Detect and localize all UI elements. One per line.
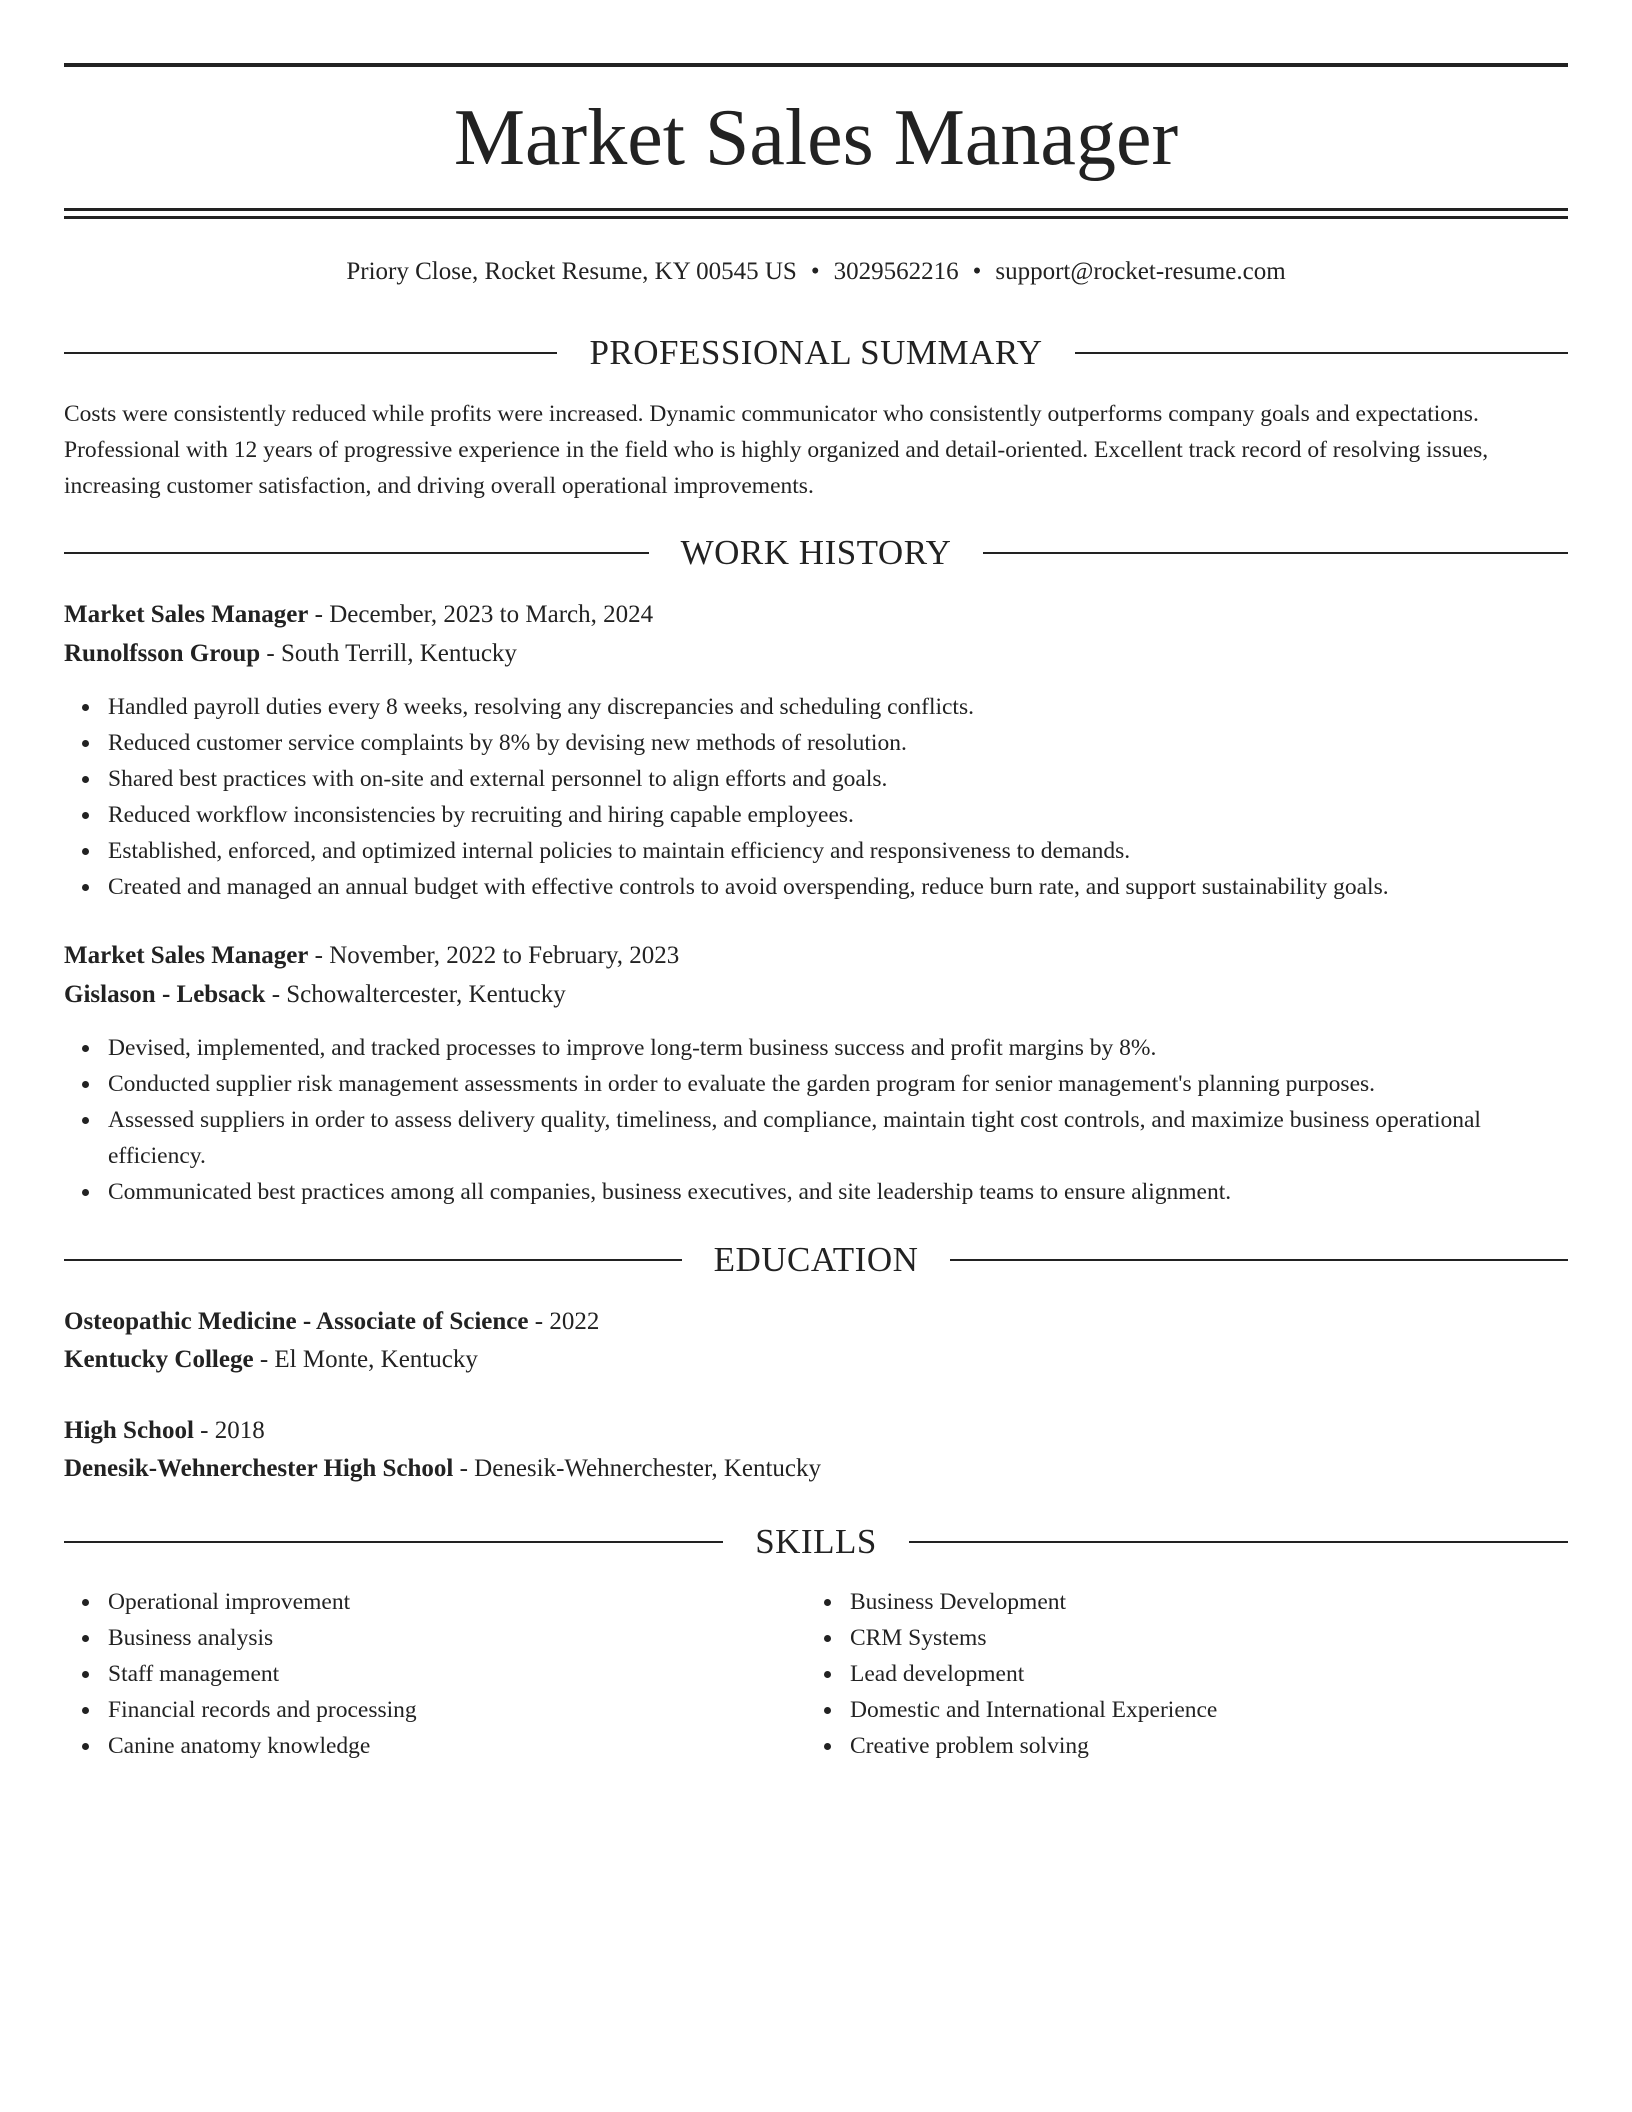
job-title-line: [64, 938, 679, 974]
contact-separator: •: [810, 258, 820, 285]
job-title: Market Sales Manager: [64, 601, 309, 628]
list-item: Handled payroll duties every 8 weeks, resolving any discrepancies and scheduling conflicts.: [64, 689, 1568, 725]
skill-item: CRM Systems: [806, 1620, 1506, 1656]
heading-rule-left: [64, 552, 649, 554]
job-location: - Schowaltercester, Kentucky: [265, 981, 566, 1008]
header-bottom-rule: [64, 208, 1568, 211]
list-item: Shared best practices with on-site and external personnel to align efforts and goals.: [64, 761, 1568, 797]
heading-rule-right: [909, 1541, 1568, 1543]
section-title: SKILLS: [755, 1522, 877, 1561]
job-dates: - December, 2023 to March, 2024: [308, 601, 654, 628]
heading-rule-right: [1075, 352, 1568, 354]
education-year: - 2018: [193, 1417, 265, 1444]
section-title: PROFESSIONAL SUMMARY: [589, 333, 1043, 372]
skill-item: Business analysis: [64, 1620, 764, 1656]
list-item: Conducted supplier risk management assessments in order to evaluate the garden program for senior management's planning purposes.: [64, 1066, 1568, 1102]
heading-rule-left: [64, 352, 557, 354]
contact-phone: 3029562216: [833, 258, 959, 285]
section-heading-skills: [64, 1522, 1568, 1562]
section-heading-summary: [64, 333, 1568, 373]
heading-rule-left: [64, 1541, 723, 1543]
contact-separator: •: [972, 258, 982, 285]
list-item: Established, enforced, and optimized internal policies to maintain efficiency and responsiveness to demands.: [64, 833, 1568, 869]
education-location: - Denesik-Wehnerchester, Kentucky: [453, 1455, 822, 1482]
skill-item: Domestic and International Experience: [806, 1692, 1506, 1728]
header-top-rule: [64, 63, 1568, 67]
list-item: Reduced workflow inconsistencies by recruiting and hiring capable employees.: [64, 797, 1568, 833]
job-bullet-list: [64, 689, 1568, 905]
skill-item: Canine anatomy knowledge: [64, 1728, 764, 1764]
section-title: EDUCATION: [713, 1240, 919, 1279]
skill-item: Business Development: [806, 1584, 1506, 1620]
job-title: Market Sales Manager: [64, 942, 309, 969]
job-company-line: [64, 636, 517, 672]
section-heading-education: [64, 1240, 1568, 1280]
skill-item: Staff management: [64, 1656, 764, 1692]
education-year: - 2022: [528, 1308, 600, 1335]
education-degree: Osteopathic Medicine - Associate of Science: [64, 1308, 529, 1335]
summary-text: Costs were consistently reduced while profits were increased. Dynamic communicator who consistently outperforms company goals and expectations. Professional with 12 years of progressive experience in the field who is highly organized and detail-oriented. Excellent track record of resolving issues, increasing customer satisfaction, and driving overall operational improvements.: [64, 401, 1489, 499]
section-heading-work-history: [64, 533, 1568, 573]
job-bullet-list: [64, 1030, 1568, 1210]
contact-address: Priory Close, Rocket Resume, KY 00545 US: [346, 258, 797, 285]
section-title: WORK HISTORY: [680, 533, 952, 572]
job-location: - South Terrill, Kentucky: [260, 640, 517, 667]
job-company: Gislason - Lebsack: [64, 981, 266, 1008]
job-company: Runolfsson Group: [64, 640, 261, 667]
skill-item: Financial records and processing: [64, 1692, 764, 1728]
education-degree-line: [64, 1304, 599, 1340]
job-title-line: [64, 597, 653, 633]
skill-item: Creative problem solving: [806, 1728, 1506, 1764]
list-item: Reduced customer service complaints by 8% by devising new methods of resolution.: [64, 725, 1568, 761]
education-school-line: [64, 1342, 478, 1378]
list-item: Communicated best practices among all companies, business executives, and site leadership teams to ensure alignment.: [64, 1174, 1568, 1210]
header-bottom-rule-second: [64, 216, 1568, 219]
heading-rule-right: [950, 1259, 1568, 1261]
job-dates: - November, 2022 to February, 2023: [308, 942, 680, 969]
skills-list-right: [806, 1584, 1506, 1764]
skills-list-left: [64, 1584, 764, 1764]
job-company-line: [64, 977, 566, 1013]
resume-title: Market Sales Manager: [453, 94, 1179, 182]
list-item: Created and managed an annual budget with effective controls to avoid overspending, reduce burn rate, and support sustainability goals.: [64, 869, 1568, 905]
contact-line: [64, 256, 1568, 288]
education-school: Denesik-Wehnerchester High School: [64, 1455, 454, 1482]
heading-rule-left: [64, 1259, 682, 1261]
education-location: - El Monte, Kentucky: [253, 1346, 478, 1373]
list-item: Assessed suppliers in order to assess delivery quality, timeliness, and compliance, maintain tight cost controls, and maximize business operational efficiency.: [64, 1102, 1568, 1174]
education-school: Kentucky College: [64, 1346, 254, 1373]
education-degree-line: [64, 1413, 265, 1449]
education-degree: High School: [64, 1417, 194, 1444]
skill-item: Operational improvement: [64, 1584, 764, 1620]
education-school-line: [64, 1451, 821, 1487]
skill-item: Lead development: [806, 1656, 1506, 1692]
contact-email: support@rocket-resume.com: [995, 258, 1286, 285]
heading-rule-right: [983, 552, 1568, 554]
list-item: Devised, implemented, and tracked processes to improve long-term business success and profit margins by 8%.: [64, 1030, 1568, 1066]
